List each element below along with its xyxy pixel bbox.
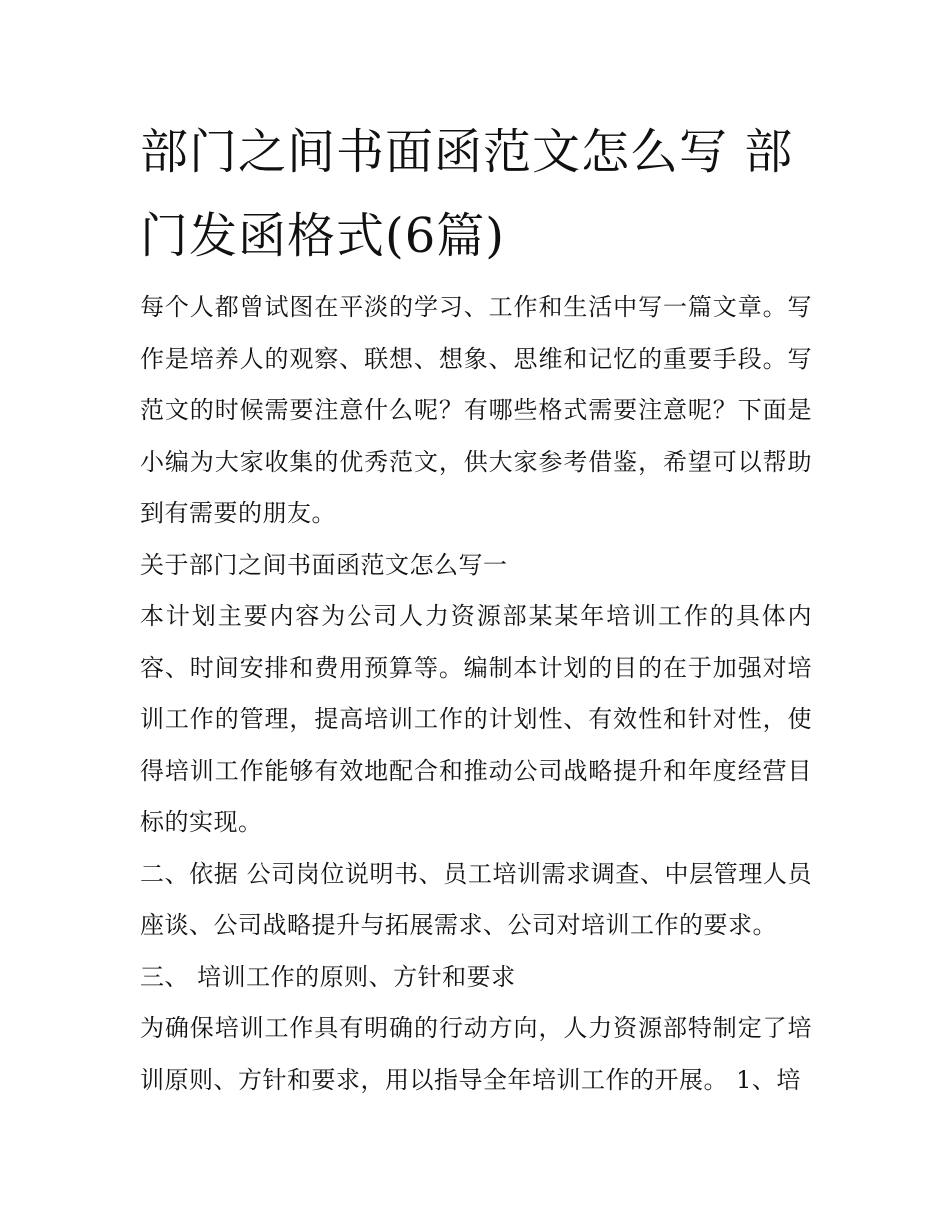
intro-paragraph: 每个人都曾试图在平淡的学习、工作和生活中写一篇文章。写作是培养人的观察、联想、想象、思维和记忆的重要手段。写范文的时候需要注意什么呢？有哪些格式需要注意呢？下面是小编为大家收集的优秀范文，供大家参考借鉴，希望可以帮助到有需要的朋友。 [140, 293, 812, 527]
basis-paragraph: 二、依据 公司岗位说明书、员工培训需求调查、中层管理人员座谈、公司战略提升与拓展需求、公司对培训工作的要求。 [140, 859, 812, 939]
document-page [140, 110, 812, 1106]
document-body [140, 282, 812, 1106]
section-heading-1: 关于部门之间书面函范文怎么写一 [140, 550, 508, 579]
plan-paragraph: 本计划主要内容为公司人力资源部某某年培训工作的具体内容、时间安排和费用预算等。编制本计划的目的在于加强对培训工作的管理，提高培训工作的计划性、有效性和针对性，使得培训工作能够有效地配合和推动公司战略提升和年度经营目标的实现。 [140, 602, 812, 836]
principles-paragraph: 为确保培训工作具有明确的行动方向，人力资源部特制定了培训原则、方针和要求，用以指导全年培训工作的开展。 1、培 [140, 1014, 812, 1094]
document-title: 部门之间书面函范文怎么写 部门发函格式(6篇) [140, 124, 794, 264]
section-heading-3: 三、 培训工作的原则、方针和要求 [140, 962, 516, 991]
